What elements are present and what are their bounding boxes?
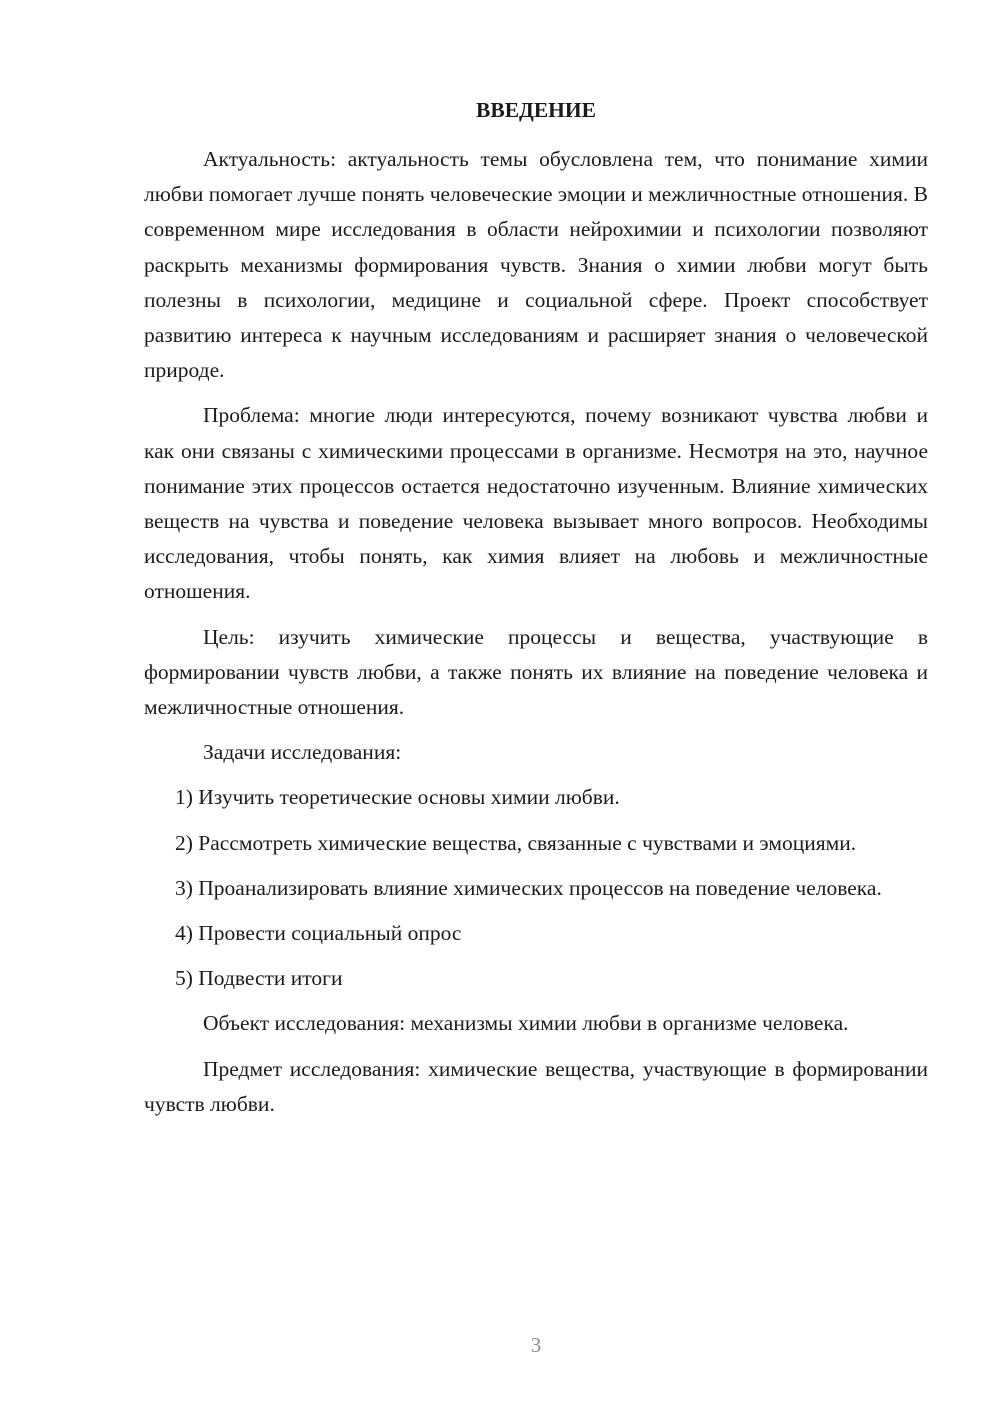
task-item: 5) Подвести итоги [175,966,343,991]
task-item: 1) Изучить теоретические основы химии любви. [175,785,620,810]
task-item: 2) Рассмотреть химические вещества, связанные с чувствами и эмоциями. [175,830,857,855]
relevance-paragraph: Актуальность: актуальность темы обусловлена тем, что понимание химии любви помогает лучше понять человеческие эмоции и межличностные отношения. В современном мире исследования в области нейрохимии и психологии позволяют раскрыть механизмы формирования чувств. Знания о химии любви могут быть полезны в психологии, медицине и социальной сфере. Проект способствует развитию интереса к научным исследованиям и расширяет знания о человеческой природе. [144,147,928,383]
subject-paragraph: Предмет исследования: химические вещества, участвующие в формировании чувств любви. [144,1056,928,1116]
body-text [144,142,928,1122]
tasks-heading: Задачи исследования: [203,740,402,765]
section-title: ВВЕДЕНИЕ [476,98,596,122]
task-item: 3) Проанализировать влияние химических процессов на поведение человека. [175,875,882,900]
problem-paragraph: Проблема: многие люди интересуются, почему возникают чувства любви и как они связаны с химическими процессами в организме. Несмотря на это, научное понимание этих процессов остается недостаточно изученным. Влияние химических веществ на чувства и поведение человека вызывает много вопросов. Необходимы исследования, чтобы понять, как химия влияет на любовь и межличностные отношения. [144,403,928,604]
page-number: 3 [530,1333,542,1357]
object-paragraph: Объект исследования: механизмы химии любви в организме человека. [203,1011,849,1036]
task-item: 4) Провести социальный опрос [175,921,462,946]
goal-paragraph: Цель: изучить химические процессы и вещества, участвующие в формировании чувств любви, а также понять их влияние на поведение человека и межличностные отношения. [144,624,928,720]
